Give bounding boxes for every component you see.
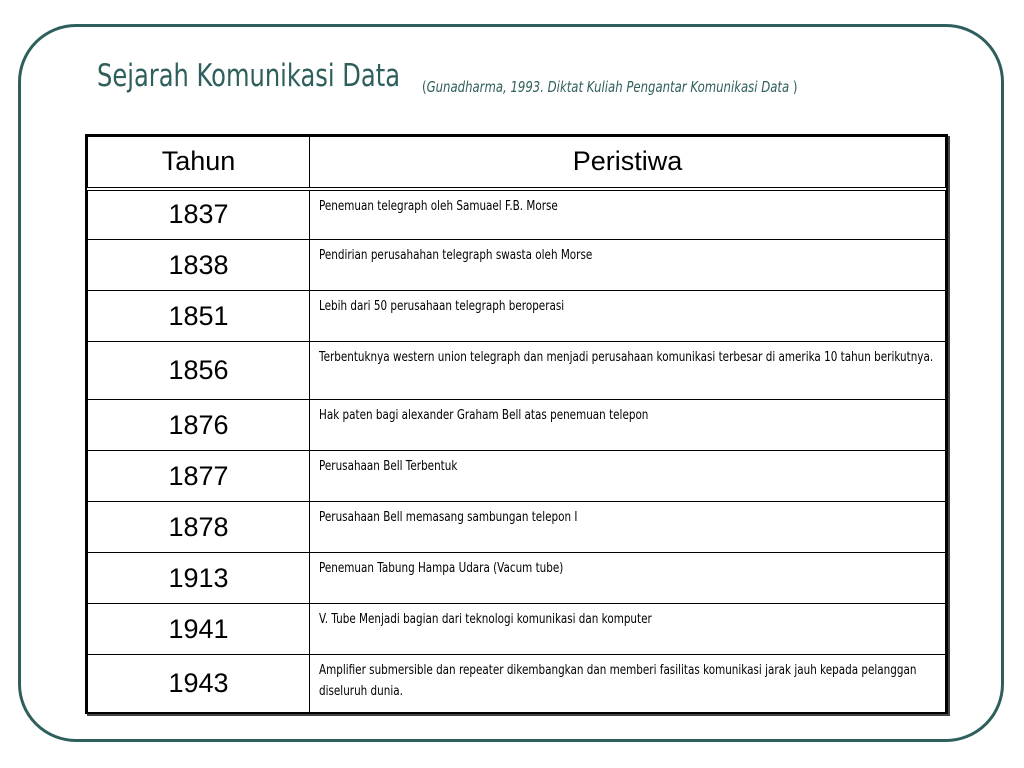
event-text: Penemuan Tabung Hampa Udara (Vacum tube) — [319, 561, 564, 576]
table-row — [88, 342, 946, 400]
title-citation — [422, 78, 797, 96]
event-cell — [310, 451, 946, 502]
event-cell — [310, 553, 946, 604]
citation-text: Gunadharma, 1993. Diktat Kuliah Pengantar Komunikasi Data — [426, 78, 790, 96]
year-cell: 1877 — [88, 451, 310, 502]
event-cell — [310, 189, 946, 240]
slide-title — [97, 58, 997, 94]
event-cell — [310, 342, 946, 400]
table-header-row — [88, 137, 946, 189]
table-row — [88, 400, 946, 451]
event-text: Hak paten bagi alexander Graham Bell atas penemuan telepon — [319, 408, 649, 423]
year-cell: 1913 — [88, 553, 310, 604]
event-text: V. Tube Menjadi bagian dari teknologi komunikasi dan komputer — [319, 612, 652, 627]
history-table — [85, 134, 948, 714]
year-cell: 1943 — [88, 655, 310, 713]
citation-close: ) — [792, 78, 798, 96]
table-row — [88, 451, 946, 502]
table-row — [88, 502, 946, 553]
table-row — [88, 655, 946, 713]
event-text: Pendirian perusahahan telegraph swasta oleh Morse — [319, 248, 593, 263]
event-cell — [310, 240, 946, 291]
year-cell: 1941 — [88, 604, 310, 655]
year-cell: 1876 — [88, 400, 310, 451]
event-cell — [310, 502, 946, 553]
event-cell — [310, 655, 946, 713]
event-text: Perusahaan Bell Terbentuk — [319, 459, 458, 474]
event-text: Perusahaan Bell memasang sambungan telepon I — [319, 510, 578, 525]
event-cell — [310, 400, 946, 451]
table-row — [88, 291, 946, 342]
table-row — [88, 240, 946, 291]
table-row — [88, 553, 946, 604]
header-peristiwa: Peristiwa — [310, 137, 946, 189]
year-cell: 1856 — [88, 342, 310, 400]
table-row — [88, 604, 946, 655]
year-cell: 1851 — [88, 291, 310, 342]
event-text: Penemuan telegraph oleh Samuael F.B. Morse — [319, 198, 558, 214]
citation-open: ( — [422, 78, 427, 96]
event-text: Amplifier submersible dan repeater dikembangkan dan memberi fasilitas komunikasi jarak jauh kepada pelanggan diseluruh dunia. — [319, 663, 917, 699]
event-text: Terbentuknya western union telegraph dan menjadi perusahaan komunikasi terbesar di amerika 10 tahun berikutnya. — [319, 350, 934, 365]
year-cell: 1878 — [88, 502, 310, 553]
year-cell: 1838 — [88, 240, 310, 291]
title-main: Sejarah Komunikasi Data — [97, 58, 401, 94]
event-text: Lebih dari 50 perusahaan telegraph beroperasi — [319, 299, 565, 314]
year-cell: 1837 — [88, 189, 310, 240]
event-cell — [310, 291, 946, 342]
table-row — [88, 189, 946, 240]
event-cell — [310, 604, 946, 655]
header-tahun: Tahun — [88, 137, 310, 189]
